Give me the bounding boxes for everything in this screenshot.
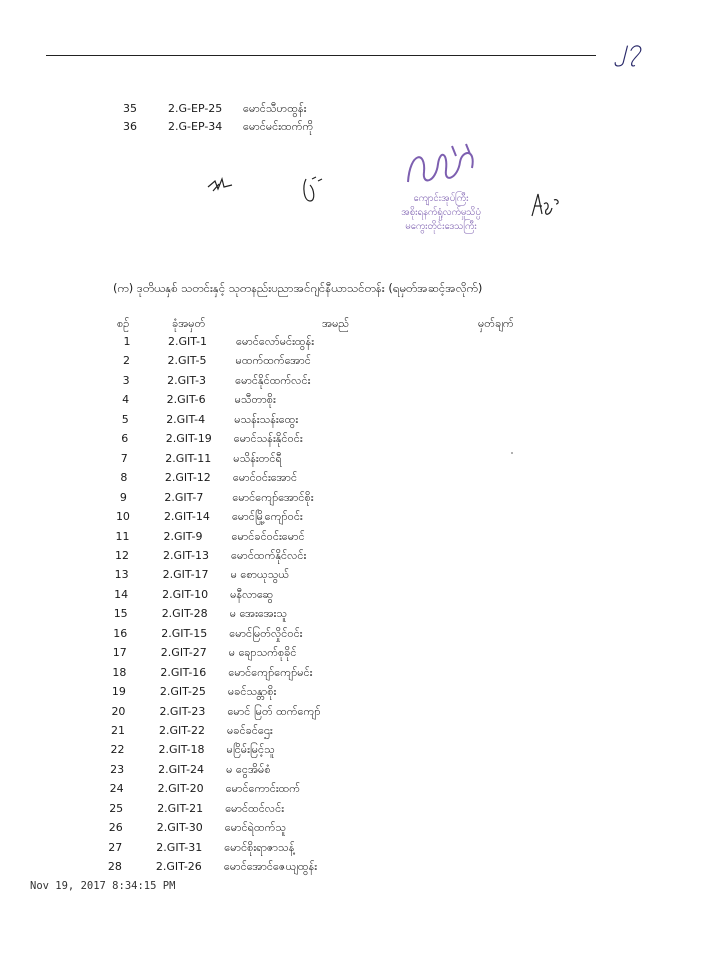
roll-number: 2.GIT-22 xyxy=(159,724,205,737)
roll-number: 2.GIT-26 xyxy=(155,860,202,874)
student-name: မောင်ကျော်အောင်စိုး xyxy=(232,490,314,504)
header-roll-number: ခုံအမှတ် xyxy=(172,317,206,330)
student-name: မနီလာဆွေ xyxy=(230,587,274,601)
stamp-title: ကျောင်းအုပ်ကြီး xyxy=(413,193,469,204)
row-number: 35 xyxy=(123,102,137,115)
table-row xyxy=(0,546,722,565)
roll-number: 2.GIT-17 xyxy=(162,568,209,582)
roll-number: 2.GIT-25 xyxy=(159,685,206,699)
roll-number: 2.GIT-28 xyxy=(161,607,208,621)
row-number: 4 xyxy=(122,393,130,407)
roll-number: 2.GIT-21 xyxy=(157,801,204,815)
roll-number: 2.GIT-30 xyxy=(156,821,203,835)
roll-number: 2.GIT-15 xyxy=(161,626,208,640)
table-row xyxy=(0,527,722,546)
row-number: 7 xyxy=(120,451,128,465)
signature-3 xyxy=(528,188,564,222)
table-row xyxy=(0,565,722,584)
row-number: 17 xyxy=(112,646,127,660)
speck xyxy=(511,452,513,454)
row-number: 9 xyxy=(119,490,127,504)
row-number: 10 xyxy=(115,510,130,524)
table-row xyxy=(0,604,722,623)
student-name: မငြိမ်းမြင့်သူ xyxy=(226,743,275,757)
roll-number: 2.GIT-27 xyxy=(160,646,207,660)
roll-number: 2.GIT-20 xyxy=(157,782,204,796)
row-number: 28 xyxy=(107,860,122,874)
table-row xyxy=(0,663,722,682)
stamp-institution: အစိုးရနက်ရှုံလက်မှုသိပ္ပံ xyxy=(401,207,481,218)
row-number: 25 xyxy=(109,801,124,815)
student-name: မောင်လော်မင်းထွန်း xyxy=(236,335,314,348)
student-name: မောင်ရဲထက်သူ xyxy=(224,821,286,835)
roll-number: 2.GIT-11 xyxy=(165,451,212,465)
roll-number: 2.GIT-4 xyxy=(166,412,206,426)
table-row xyxy=(0,760,722,779)
roll-number: 2.G-EP-34 xyxy=(168,120,223,133)
previous-row xyxy=(0,101,722,117)
student-name: မောင်စိုးရာဇာသန့် xyxy=(224,840,295,854)
row-number: 26 xyxy=(108,821,123,835)
row-number: 12 xyxy=(115,548,130,562)
row-number: 27 xyxy=(108,840,123,854)
scan-timestamp: Nov 19, 2017 8:34:15 PM xyxy=(30,880,176,892)
student-name: မောင်ခင်ဝင်းမောင် xyxy=(231,529,305,543)
student-name: မောင်ထင်လင်း xyxy=(225,801,285,815)
roll-number: 2.G-EP-25 xyxy=(168,102,223,115)
table-row xyxy=(0,799,722,818)
roll-number: 2.GIT-13 xyxy=(163,548,209,562)
table-row xyxy=(0,857,722,876)
table-row xyxy=(0,624,722,643)
student-name: မောင် မြတ် ထက်ကျော် xyxy=(227,704,321,718)
top-rule xyxy=(46,55,596,56)
student-name: မ စောယုသွယ် xyxy=(230,568,290,582)
table-row xyxy=(0,429,722,448)
table-row xyxy=(0,838,722,857)
roll-number: 2.GIT-6 xyxy=(166,393,206,407)
roll-number: 2.GIT-16 xyxy=(160,665,207,679)
signature-1 xyxy=(205,175,235,197)
student-name: မောင်မြတ်လှိုင်ဝင်း xyxy=(229,626,303,640)
table-row xyxy=(0,585,722,604)
row-number: 20 xyxy=(111,704,126,718)
roll-number: 2.GIT-18 xyxy=(158,743,205,757)
row-number: 21 xyxy=(111,724,125,737)
table-row xyxy=(0,740,722,759)
table-row xyxy=(0,371,722,390)
row-number: 18 xyxy=(112,665,127,679)
table-row xyxy=(0,702,722,721)
row-number: 36 xyxy=(123,120,137,133)
roll-number: 2.GIT-31 xyxy=(156,840,203,854)
table-row xyxy=(0,410,722,429)
student-name: မောင်အောင်ဇေယျထွန်း xyxy=(223,860,318,874)
row-number: 15 xyxy=(113,607,128,621)
row-number: 24 xyxy=(109,782,124,796)
roll-number: 2.GIT-3 xyxy=(167,373,207,387)
table-row xyxy=(0,332,722,351)
row-number: 8 xyxy=(120,471,128,485)
stamp-region: မကွေးတိုင်းဒေသကြီး xyxy=(405,221,477,232)
table-row xyxy=(0,507,722,526)
previous-row xyxy=(0,119,722,135)
row-number: 2 xyxy=(123,354,131,368)
student-name: မောင်ကျော်ကျော်မင်း xyxy=(228,665,313,679)
student-name: မ ငွေအိမ်စံ xyxy=(226,762,271,776)
table-row xyxy=(0,468,722,487)
roll-number: 2.GIT-12 xyxy=(164,471,211,485)
table-row xyxy=(0,351,722,370)
student-name: မသန်းသန်းထွေး xyxy=(234,412,299,426)
page-number: ၂၇ xyxy=(615,34,643,62)
roll-number: 2.GIT-24 xyxy=(158,762,205,776)
student-name: မောင်မင်းထက်ကို xyxy=(243,120,314,133)
row-number: 14 xyxy=(114,587,129,601)
section-heading: (က) ဒုတိယနှစ် သတင်းနှင့် သုတနည်းပညာအင်ဂျင်နီယာသင်တန်း (ရမှတ်အဆင့်အလိုက်) xyxy=(113,281,483,295)
row-number: 3 xyxy=(122,373,130,387)
student-name: မောင်မြို့ကျော်ဝင်း xyxy=(231,510,303,524)
roll-number: 2.GIT-14 xyxy=(163,510,210,524)
table-row xyxy=(0,390,722,409)
student-name: မ အေးအေးသူ xyxy=(229,607,287,621)
table-row xyxy=(0,721,722,740)
stamp-signature xyxy=(396,142,486,192)
signature-2 xyxy=(298,173,326,207)
student-name: မသိန်းတင်ရီ xyxy=(233,451,282,465)
row-number: 5 xyxy=(121,412,129,426)
row-number: 22 xyxy=(110,743,125,757)
table-row xyxy=(0,779,722,798)
roll-number: 2.GIT-1 xyxy=(168,335,207,348)
student-name: မောင်ဝင်းအောင် xyxy=(232,471,298,485)
row-number: 1 xyxy=(123,335,131,348)
header-name: အမည် xyxy=(322,317,350,330)
table-row xyxy=(0,449,722,468)
student-name: မောင်ကောင်းထက် xyxy=(225,782,301,796)
roll-number: 2.GIT-7 xyxy=(164,490,204,504)
principal-stamp xyxy=(366,150,516,242)
student-name: မထက်ထက်အောင် xyxy=(235,354,311,368)
student-name: မောင်သီဟထွန်း xyxy=(243,102,307,115)
roll-number: 2.GIT-9 xyxy=(163,529,203,543)
student-name: မောင်ထက်နိုင်လင်း xyxy=(231,548,307,562)
student-name: မခင်သန္တာစိုး xyxy=(227,685,277,699)
row-number: 11 xyxy=(115,529,130,543)
table-row xyxy=(0,818,722,837)
row-number: 19 xyxy=(111,685,126,699)
student-name: မခင်ခင်ဌေး xyxy=(227,724,273,737)
student-name: မောင်နိုင်ထက်လင်း xyxy=(235,373,311,387)
table-row xyxy=(0,488,722,507)
row-number: 13 xyxy=(114,568,129,582)
row-number: 16 xyxy=(113,626,128,640)
student-name: မောင်သန်းနိုင်ဝင်း xyxy=(233,432,303,446)
header-no: စဉ် xyxy=(117,317,130,330)
header-remark: မှတ်ချက် xyxy=(478,317,514,330)
roll-number: 2.GIT-10 xyxy=(162,587,209,601)
student-name: မသီတာစိုး xyxy=(234,393,276,407)
roll-number: 2.GIT-23 xyxy=(159,704,206,718)
roll-number: 2.GIT-19 xyxy=(165,432,212,446)
row-number: 6 xyxy=(121,432,129,446)
student-name: မ ချောသက်စုခိုင် xyxy=(228,646,297,660)
row-number: 23 xyxy=(110,762,125,776)
table-row xyxy=(0,682,722,701)
roll-number: 2.GIT-5 xyxy=(167,354,207,368)
table-row xyxy=(0,643,722,662)
